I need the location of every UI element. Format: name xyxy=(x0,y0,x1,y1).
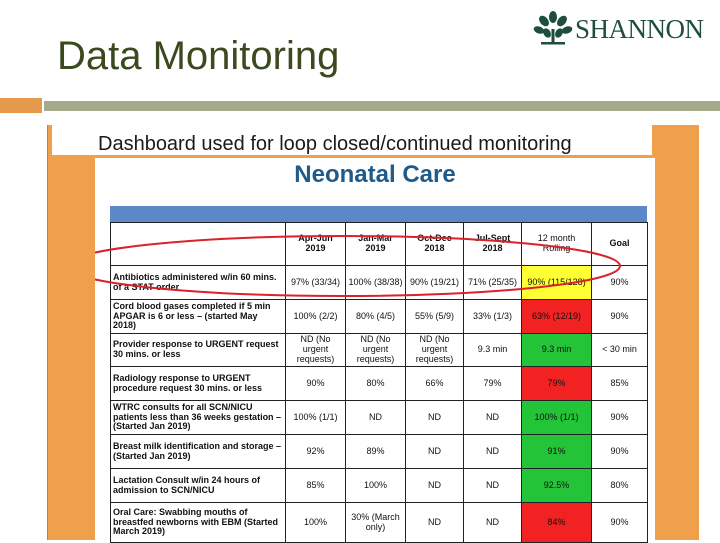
value-cell: 90% (19/21) xyxy=(406,266,464,300)
measure-cell: WTRC consults for all SCN/NICU patients less than 36 weeks gestation – (Started Jan 2019) xyxy=(111,401,286,435)
goal-cell: 80% xyxy=(592,469,648,503)
value-cell: 100% (1/1) xyxy=(286,401,346,435)
highlight-ellipse xyxy=(95,158,655,540)
value-cell: 100% (38/38) xyxy=(346,266,406,300)
header-cell: 12 month Rolling xyxy=(522,223,592,266)
value-cell: ND (No urgent requests) xyxy=(286,334,346,367)
rolling-cell: 9.3 min xyxy=(522,334,592,367)
value-cell: 80% xyxy=(346,367,406,401)
dashboard-image xyxy=(95,158,655,540)
rolling-cell: 63% (12/19) xyxy=(522,300,592,334)
value-cell: 33% (1/3) xyxy=(464,300,522,334)
value-cell: ND xyxy=(464,503,522,543)
value-cell: 97% (33/34) xyxy=(286,266,346,300)
value-cell: ND (No urgent requests) xyxy=(406,334,464,367)
header-cell: Oct-Dec 2018 xyxy=(406,223,464,266)
rolling-cell: 84% xyxy=(522,503,592,543)
value-cell: 92% xyxy=(286,435,346,469)
goal-cell: 90% xyxy=(592,266,648,300)
dashboard-title: Neonatal Care xyxy=(294,161,456,188)
goal-cell: 85% xyxy=(592,367,648,401)
rolling-cell: 90% (115/128) xyxy=(522,266,592,300)
value-cell: 90% xyxy=(286,367,346,401)
rolling-cell: 92.5% xyxy=(522,469,592,503)
value-cell: 9.3 min xyxy=(464,334,522,367)
header-cell: Goal xyxy=(592,223,648,266)
value-cell: 100% (2/2) xyxy=(286,300,346,334)
slide-subtitle: Dashboard used for loop closed/continued monitoring xyxy=(98,133,572,155)
header-cell: Apr-Jun 2019 xyxy=(286,223,346,266)
value-cell: 85% xyxy=(286,469,346,503)
value-cell: 89% xyxy=(346,435,406,469)
goal-cell: 90% xyxy=(592,401,648,435)
shannon-logo xyxy=(533,11,705,47)
measure-cell: Lactation Consult w/in 24 hours of admission to SCN/NICU xyxy=(111,469,286,503)
header-cell: Jan-Mar 2019 xyxy=(346,223,406,266)
value-cell: ND (No urgent requests) xyxy=(346,334,406,367)
value-cell: ND xyxy=(464,469,522,503)
value-cell: ND xyxy=(406,401,464,435)
value-cell: ND xyxy=(346,401,406,435)
value-cell: 30% (March only) xyxy=(346,503,406,543)
measure-cell: Breast milk identification and storage – (Started Jan 2019) xyxy=(111,435,286,469)
leaf-cluster-icon xyxy=(533,11,573,45)
header-cell: Jul-Sept 2018 xyxy=(464,223,522,266)
value-cell: ND xyxy=(406,469,464,503)
accent-rule xyxy=(44,101,720,111)
measure-cell: Provider response to URGENT request 30 mins. or less xyxy=(111,334,286,367)
value-cell: ND xyxy=(406,503,464,543)
value-cell: ND xyxy=(464,435,522,469)
measure-cell: Cord blood gases completed if 5 min APGAR is 6 or less – (started May 2018) xyxy=(111,300,286,334)
measure-cell: Oral Care: Swabbing mouths of breastfed newborns with EBM (Started March 2019) xyxy=(111,503,286,543)
value-cell: ND xyxy=(464,401,522,435)
rolling-cell: 100% (1/1) xyxy=(522,401,592,435)
goal-cell: 90% xyxy=(592,300,648,334)
measure-cell: Antibiotics administered w/in 60 mins. of a STAT order xyxy=(111,266,286,300)
measure-cell: Radiology response to URGENT procedure request 30 mins. or less xyxy=(111,367,286,401)
value-cell: 71% (25/35) xyxy=(464,266,522,300)
value-cell: 100% xyxy=(346,469,406,503)
slide-title: Data Monitoring xyxy=(57,34,340,78)
goal-cell: < 30 min xyxy=(592,334,648,367)
value-cell: ND xyxy=(406,435,464,469)
rolling-cell: 91% xyxy=(522,435,592,469)
goal-cell: 90% xyxy=(592,503,648,543)
value-cell: 79% xyxy=(464,367,522,401)
value-cell: 100% xyxy=(286,503,346,543)
logo-wordmark: SHANNON xyxy=(575,14,704,44)
rolling-cell: 79% xyxy=(522,367,592,401)
goal-cell: 90% xyxy=(592,435,648,469)
accent-square xyxy=(0,98,42,113)
value-cell: 66% xyxy=(406,367,464,401)
value-cell: 80% (4/5) xyxy=(346,300,406,334)
value-cell: 55% (5/9) xyxy=(406,300,464,334)
